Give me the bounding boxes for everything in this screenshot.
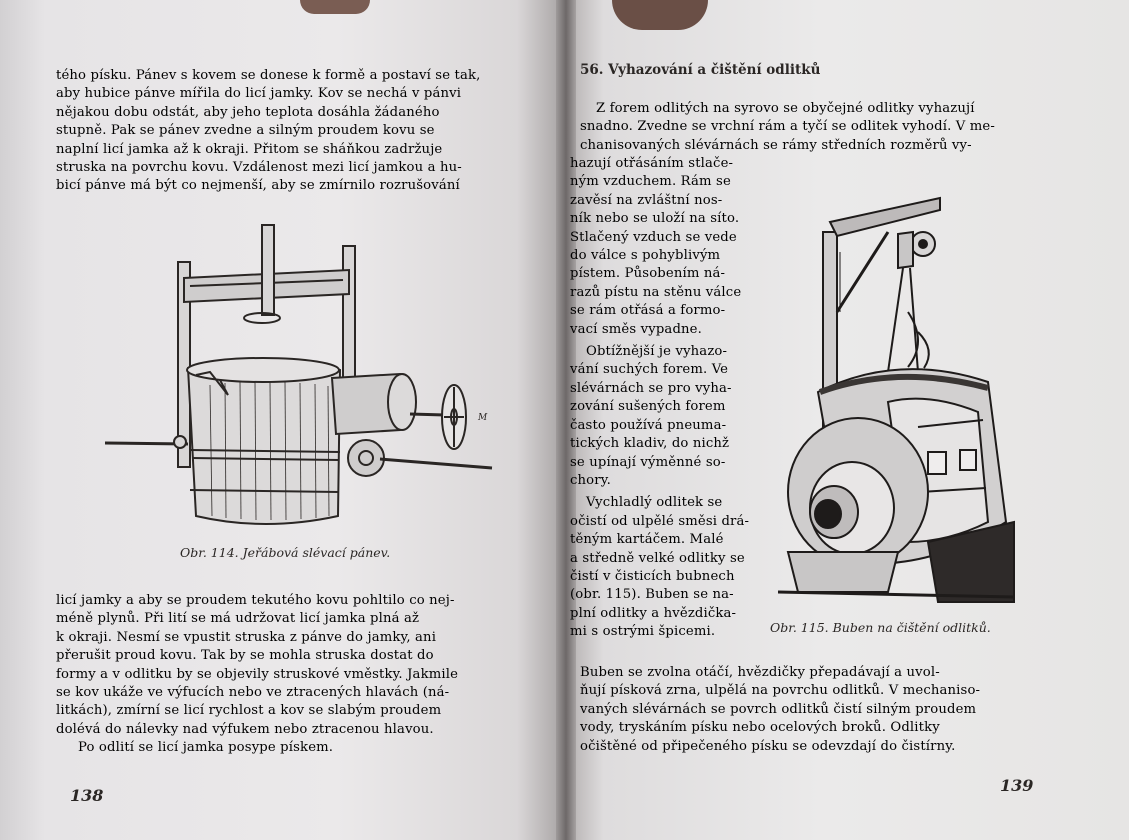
text-line: dolévá do nálevky nad výfukem nebo ztracenou hlavou.	[56, 721, 434, 737]
text-line: očistí od ulpělé směsi drá-	[570, 513, 750, 529]
right-top-paragraph	[580, 100, 1016, 155]
text-line: aby hubice pánve mířila do licí jamky. Kov se nechá v pánvi	[56, 86, 462, 102]
text-line: se rám otřásá a formo-	[570, 303, 726, 319]
text-line: plní odlitky a hvězdička-	[570, 605, 737, 621]
text-line: naplní licí jamka až k okraji. Přitom se sháňkou zadržuje	[56, 141, 443, 157]
text-line: Vychladlý odlitek se	[586, 495, 723, 511]
text-line: licí jamky a aby se proudem tekutého kovu pohltilo co nej-	[56, 593, 455, 608]
text-line: chory.	[570, 472, 611, 488]
figure-label: M	[478, 413, 488, 423]
text-line: mi s ostrými špicemi.	[570, 624, 716, 640]
text-line: ník nebo se uloží na síto.	[570, 211, 740, 227]
text-line: vaných slévárnách se povrch odlitků čistí silným proudem	[580, 701, 977, 717]
text-line: (obr. 115). Buben se na-	[570, 587, 734, 603]
text-line: snadno. Zvedne se vrchní rám a tyčí se odlitek vyhodí. V me-	[580, 119, 995, 135]
text-line: často používá pneuma-	[570, 417, 727, 433]
text-line: zavěsí na zvláštní nos-	[570, 192, 723, 208]
text-line: bicí pánve má být co nejmenší, aby se zmírnilo rozrušování	[56, 178, 460, 194]
text-line: hazují otřásáním stlače-	[570, 156, 734, 171]
page-number-right: 139	[1000, 776, 1034, 795]
text-line: vací směs vypadne.	[570, 321, 702, 337]
text-line: čistí v čisticích bubnech	[570, 568, 735, 584]
text-line: chanisovaných slévárnách se rámy středních rozměrů vy-	[580, 137, 972, 153]
text-line: pístem. Působením ná-	[570, 266, 726, 282]
text-line: zování sušených forem	[570, 399, 726, 415]
text-line: tého písku. Pánev s kovem se donese k formě a postaví se tak,	[56, 68, 481, 83]
text-line: Po odlití se licí jamka posype pískem.	[78, 740, 334, 756]
text-line: těným kartáčem. Malé	[570, 532, 724, 548]
text-line: vody, tryskáním písku nebo ocelových broků. Odlitky	[580, 720, 940, 736]
page-number-left: 138	[70, 786, 104, 805]
finger-right	[612, 0, 708, 30]
text-line: litkách), zmírní se licí rychlost a kov se slabým proudem	[56, 703, 442, 719]
figure-114-caption: Obr. 114. Jeřábová slévací pánev.	[180, 545, 391, 560]
text-line: ným vzduchem. Rám se	[570, 174, 731, 190]
left-bottom-paragraph	[56, 592, 530, 758]
text-line: se kov ukáže ve výfucích nebo ve ztracených hlavách (ná-	[56, 685, 450, 701]
text-line: ňují písková zrna, ulpělá na povrchu odlitků. V mechaniso-	[580, 683, 981, 699]
finger-left	[300, 0, 370, 14]
text-line: Stlačený vzduch se vede	[570, 229, 737, 245]
figure-ladle	[100, 220, 500, 540]
figure-115-caption: Obr. 115. Buben na čištění odlitků.	[770, 620, 991, 635]
section-heading: 56. Vyhazování a čištění odlitků	[580, 62, 821, 78]
text-line: méně plynů. Při lití se má udržovat licí jamka plná až	[56, 611, 420, 627]
text-line: slévárnách se pro vyha-	[570, 380, 732, 396]
text-line: stupně. Pak se pánev zvedne a silným proudem kovu se	[56, 123, 435, 139]
text-line: tických kladiv, do nichž	[570, 436, 730, 452]
right-narrow-column	[570, 155, 750, 642]
right-bottom-paragraph	[580, 664, 1030, 756]
text-line: razů pístu na stěnu válce	[570, 284, 742, 300]
text-line: očištěné od připečeného písku se odevzdají do čistírny.	[580, 738, 956, 754]
text-line: Obtížnější je vyhazo-	[586, 344, 728, 360]
left-top-paragraph	[56, 67, 530, 196]
text-line: Buben se zvolna otáčí, hvězdičky přepadávají a uvol-	[580, 665, 940, 680]
text-line: do válce s pohyblivým	[570, 248, 721, 264]
text-line: nějakou dobu odstát, aby jeho teplota dosáhla žádaného	[56, 104, 440, 120]
figure-cleaning-drum	[778, 192, 1024, 604]
text-line: formy a v odlitku by se objevily struskové vměstky. Jakmile	[56, 666, 459, 682]
text-line: vání suchých forem. Ve	[570, 362, 729, 378]
text-line: k okraji. Nesmí se vpustit struska z pánve do jamky, ani	[56, 629, 437, 645]
text-line: struska na povrchu kovu. Vzdálenost mezi licí jamkou a hu-	[56, 160, 462, 176]
text-line: přerušit proud kovu. Tak by se mohla struska dostat do	[56, 648, 434, 664]
text-line: Z forem odlitých na syrovo se obyčejné odlitky vyhazují	[596, 101, 975, 116]
text-line: a středně velké odlitky se	[570, 550, 745, 566]
text-line: se upínají výměnné so-	[570, 454, 726, 470]
